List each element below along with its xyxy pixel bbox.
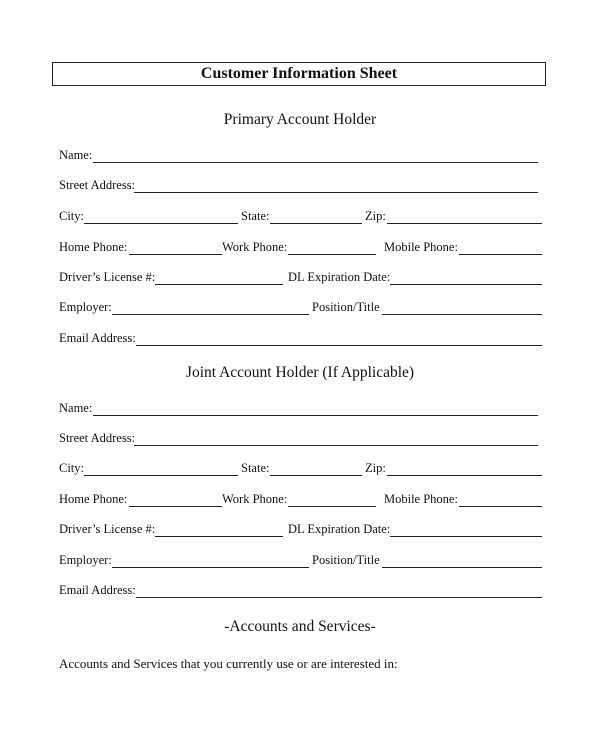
joint-home-phone-field[interactable] (129, 506, 222, 507)
primary-home-phone-field[interactable] (129, 254, 222, 255)
joint-city-label: City: (59, 461, 85, 475)
primary-position-title-label: Position/Title (312, 300, 380, 314)
primary-zip-label: Zip: (365, 209, 386, 223)
primary-employer-label: Employer: (59, 300, 112, 314)
primary-email-label: Email Address: (59, 331, 136, 345)
joint-email-field[interactable] (136, 597, 542, 598)
primary-name-label: Name: (59, 148, 93, 162)
joint-zip-field[interactable] (387, 475, 542, 476)
joint-street-address-label: Street Address: (59, 431, 136, 445)
primary-zip-field[interactable] (387, 223, 542, 224)
primary-city-label: City: (59, 209, 85, 223)
joint-zip-label: Zip: (365, 461, 386, 475)
primary-home-phone-label: Home Phone: (59, 240, 128, 254)
primary-name-field[interactable] (93, 162, 538, 163)
primary-email-field[interactable] (136, 345, 542, 346)
joint-employer-field[interactable] (112, 567, 309, 568)
primary-work-phone-label: Work Phone: (222, 240, 288, 254)
primary-drivers-license-field[interactable] (155, 284, 283, 285)
joint-state-label: State: (241, 461, 270, 475)
joint-section-heading: Joint Account Holder (If Applicable) (185, 364, 415, 381)
primary-street-address-field[interactable] (134, 192, 538, 193)
joint-email-label: Email Address: (59, 583, 136, 597)
primary-employer-field[interactable] (112, 314, 309, 315)
joint-street-address-field[interactable] (134, 445, 538, 446)
primary-street-address-label: Street Address: (59, 178, 136, 192)
joint-position-title-label: Position/Title (312, 553, 380, 567)
primary-dl-expiration-field[interactable] (390, 284, 542, 285)
primary-city-field[interactable] (84, 223, 238, 224)
primary-state-field[interactable] (270, 223, 362, 224)
joint-name-field[interactable] (93, 415, 538, 416)
joint-work-phone-label: Work Phone: (222, 492, 288, 506)
primary-work-phone-field[interactable] (288, 254, 376, 255)
joint-dl-expiration-label: DL Expiration Date: (288, 522, 391, 536)
joint-dl-expiration-field[interactable] (390, 536, 542, 537)
primary-state-label: State: (241, 209, 270, 223)
primary-mobile-phone-field[interactable] (459, 254, 542, 255)
primary-drivers-license-label: Driver’s License #: (59, 270, 156, 284)
joint-city-field[interactable] (84, 475, 238, 476)
joint-position-title-field[interactable] (382, 567, 542, 568)
primary-mobile-phone-label: Mobile Phone: (384, 240, 458, 254)
form-title: Customer Information Sheet (52, 62, 546, 86)
joint-drivers-license-field[interactable] (155, 536, 283, 537)
joint-name-label: Name: (59, 401, 93, 415)
accounts-services-prompt: Accounts and Services that you currently use or are interested in: (59, 656, 398, 671)
joint-home-phone-label: Home Phone: (59, 492, 128, 506)
joint-mobile-phone-field[interactable] (459, 506, 542, 507)
joint-employer-label: Employer: (59, 553, 112, 567)
primary-section-heading: Primary Account Holder (223, 111, 377, 128)
accounts-services-heading: -Accounts and Services- (224, 618, 376, 635)
joint-state-field[interactable] (270, 475, 362, 476)
joint-work-phone-field[interactable] (288, 506, 376, 507)
primary-position-title-field[interactable] (382, 314, 542, 315)
joint-mobile-phone-label: Mobile Phone: (384, 492, 458, 506)
joint-drivers-license-label: Driver’s License #: (59, 522, 156, 536)
primary-dl-expiration-label: DL Expiration Date: (288, 270, 391, 284)
